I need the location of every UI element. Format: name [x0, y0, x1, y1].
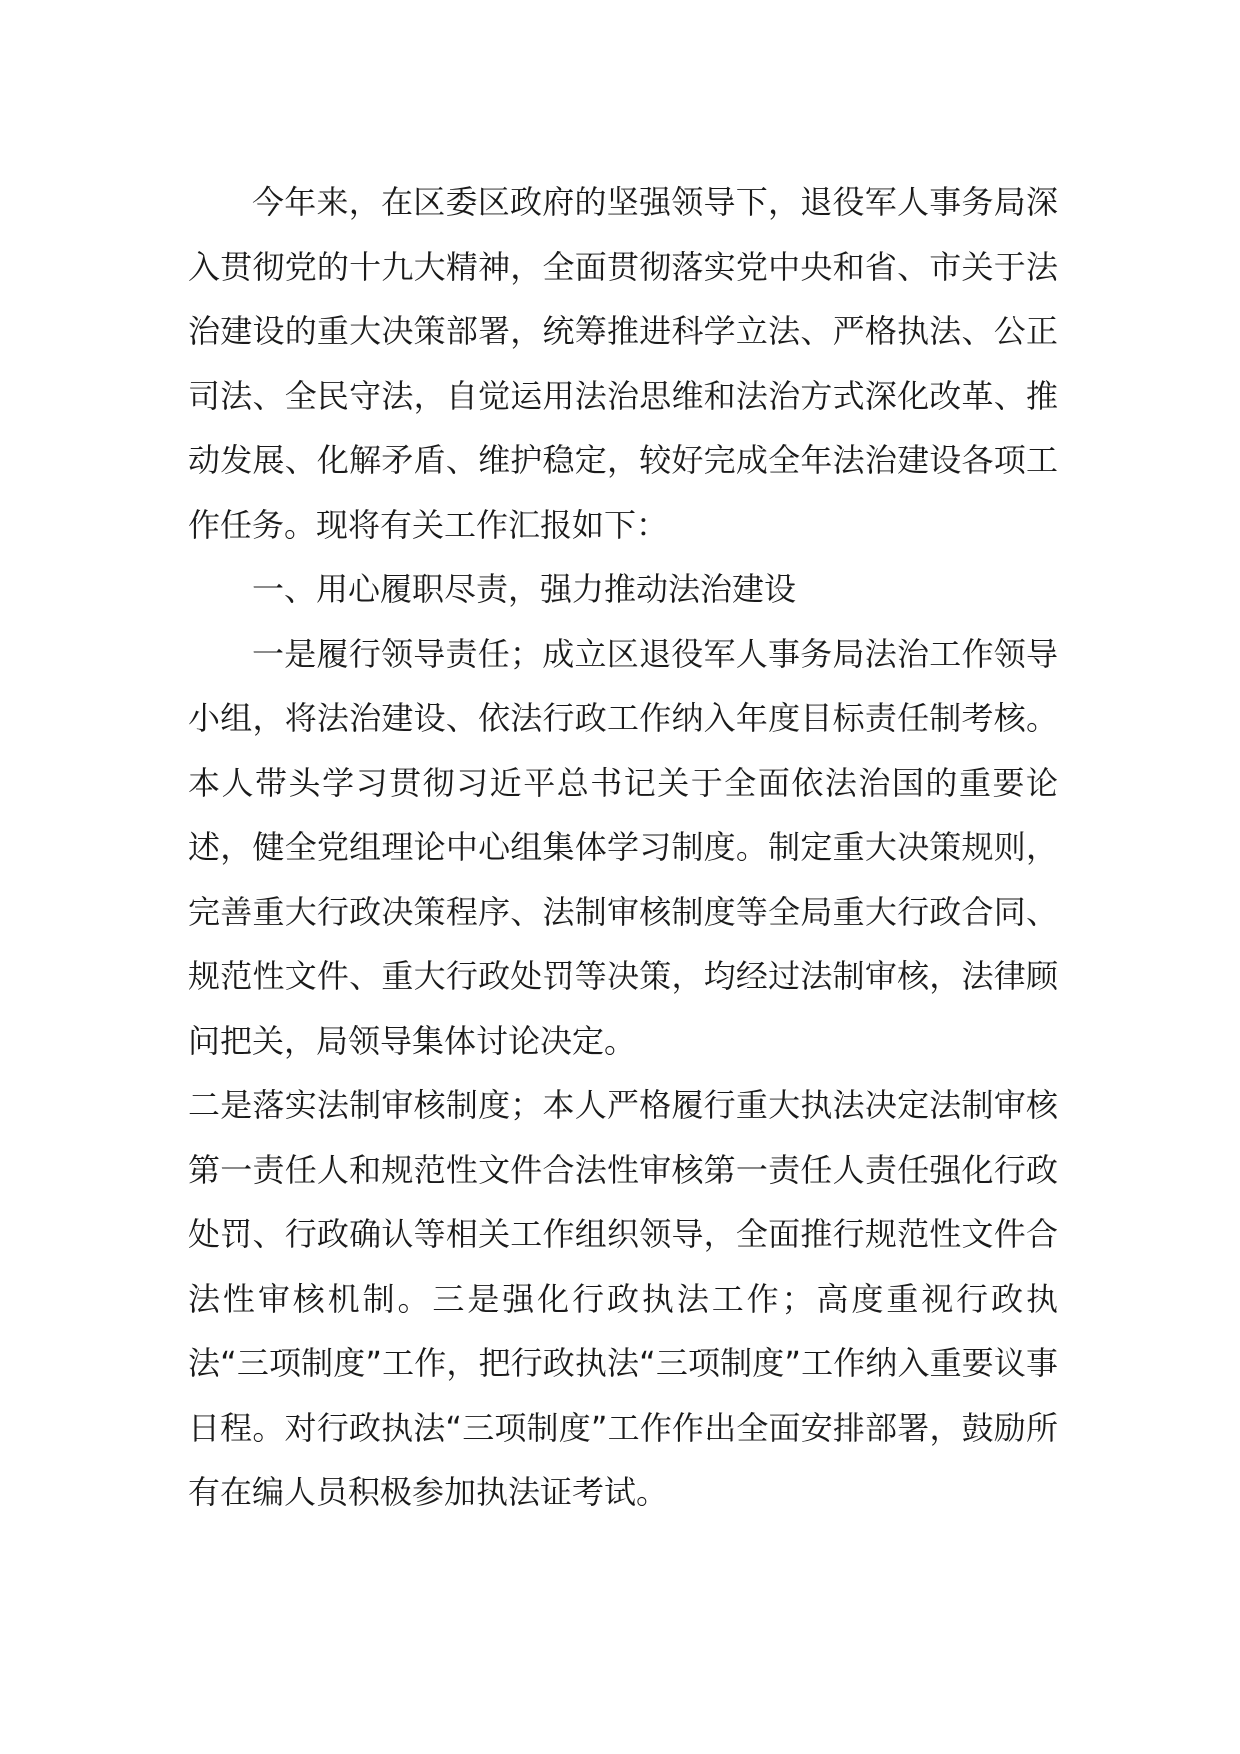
- body-paragraph-review: 二是落实法制审核制度；本人严格履行重大执法决定法制审核第一责任人和规范性文件合法性审核第一责任人责任强化行政处罚、行政确认等相关工作组织领导，全面推行规范性文件合法性审核机制。三是强化行政执法工作；高度重视行政执法“三项制度”工作，把行政执法“三项制度”工作纳入重要议事日程。对行政执法“三项制度”工作作出全面安排部署，鼓励所有在编人员积极参加执法证考试。: [188, 1086, 1058, 1511]
- body-paragraph-leadership: 一是履行领导责任；成立区退役军人事务局法治工作领导小组，将法治建设、依法行政工作纳入年度目标责任制考核。本人带头学习贯彻习近平总书记关于全面依法治国的重要论述，健全党组理论中心组集体学习制度。制定重大决策规则，完善重大行政决策程序、法制审核制度等全局重大行政合同、规范性文件、重大行政处罚等决策，均经过法制审核，法律顾问把关，局领导集体讨论决定。: [188, 634, 1058, 1060]
- document-body: [188, 170, 1058, 1525]
- intro-paragraph: 今年来，在区委区政府的坚强领导下，退役军人事务局深入贯彻党的十九大精神，全面贯彻落实党中央和省、市关于法治建设的重大决策部署，统筹推进科学立法、严格执法、公正司法、全民守法，自觉运用法治思维和法治方式深化改革、推动发展、化解矛盾、维护稳定，较好完成全年法治建设各项工作任务。现将有关工作汇报如下：: [188, 183, 1058, 544]
- section-heading: 一、用心履职尽责，强力推动法治建设: [252, 570, 797, 608]
